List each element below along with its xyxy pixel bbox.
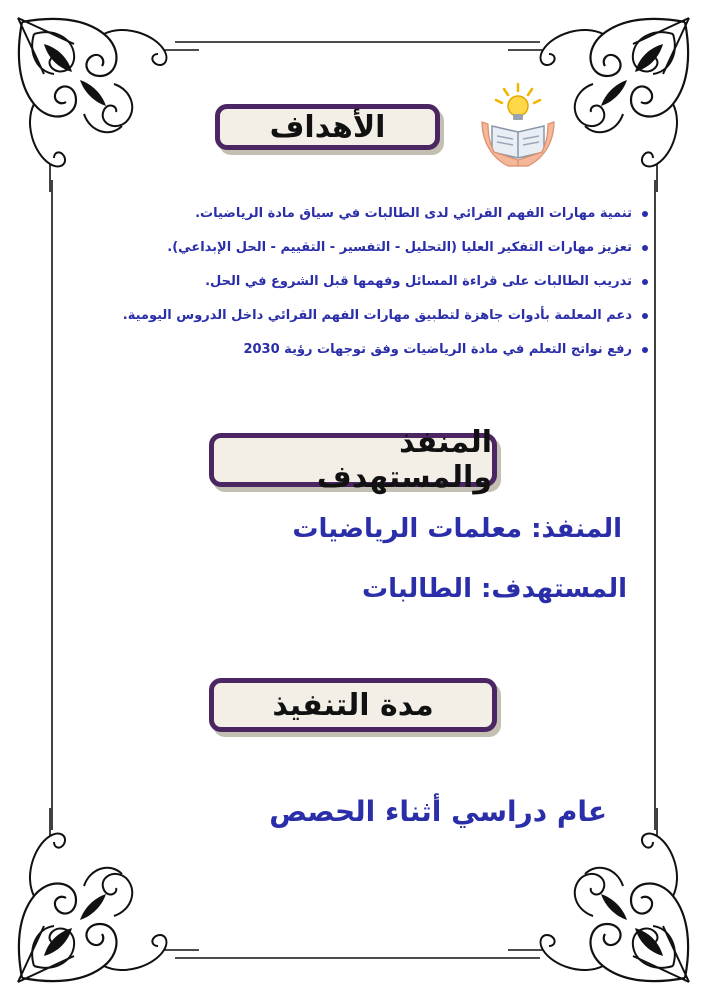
corner-ornament-icon xyxy=(508,808,689,982)
implementer-title: المنفذ والمستهدف xyxy=(316,425,492,495)
objective-item: تعزيز مهارات التفكير العليا (التحليل - التفسير - التقييم - الحل الإبداعي). xyxy=(62,234,652,268)
objectives-list xyxy=(62,200,652,370)
duration-text: عام دراسي أثناء الحصص xyxy=(269,795,607,828)
objective-item: رفع نواتج التعلم في مادة الرياضيات وفق توجهات رؤية 2030 xyxy=(62,336,652,370)
objective-item: تدريب الطالبات على قراءة المسائل وفهمها قبل الشروع في الحل. xyxy=(62,268,652,302)
corner-ornament-icon xyxy=(18,18,199,192)
corner-ornament-icon xyxy=(18,808,199,982)
objective-item: تنمية مهارات الفهم القرائي لدى الطالبات في سياق مادة الرياضيات. xyxy=(62,200,652,234)
duration-title-box xyxy=(209,678,497,732)
book-lightbulb-icon xyxy=(478,82,558,168)
implementer-title-box xyxy=(209,425,497,495)
objective-item: دعم المعلمة بأدوات جاهزة لتطبيق مهارات الفهم القرائي داخل الدروس اليومية. xyxy=(62,302,652,336)
executor-text: المنفذ: معلمات الرياضيات xyxy=(292,514,622,544)
target-text: المستهدف: الطالبات xyxy=(361,574,627,604)
objectives-title: الأهداف xyxy=(269,109,386,145)
duration-title: مدة التنفيذ xyxy=(272,687,434,723)
objectives-title-box xyxy=(215,104,440,150)
